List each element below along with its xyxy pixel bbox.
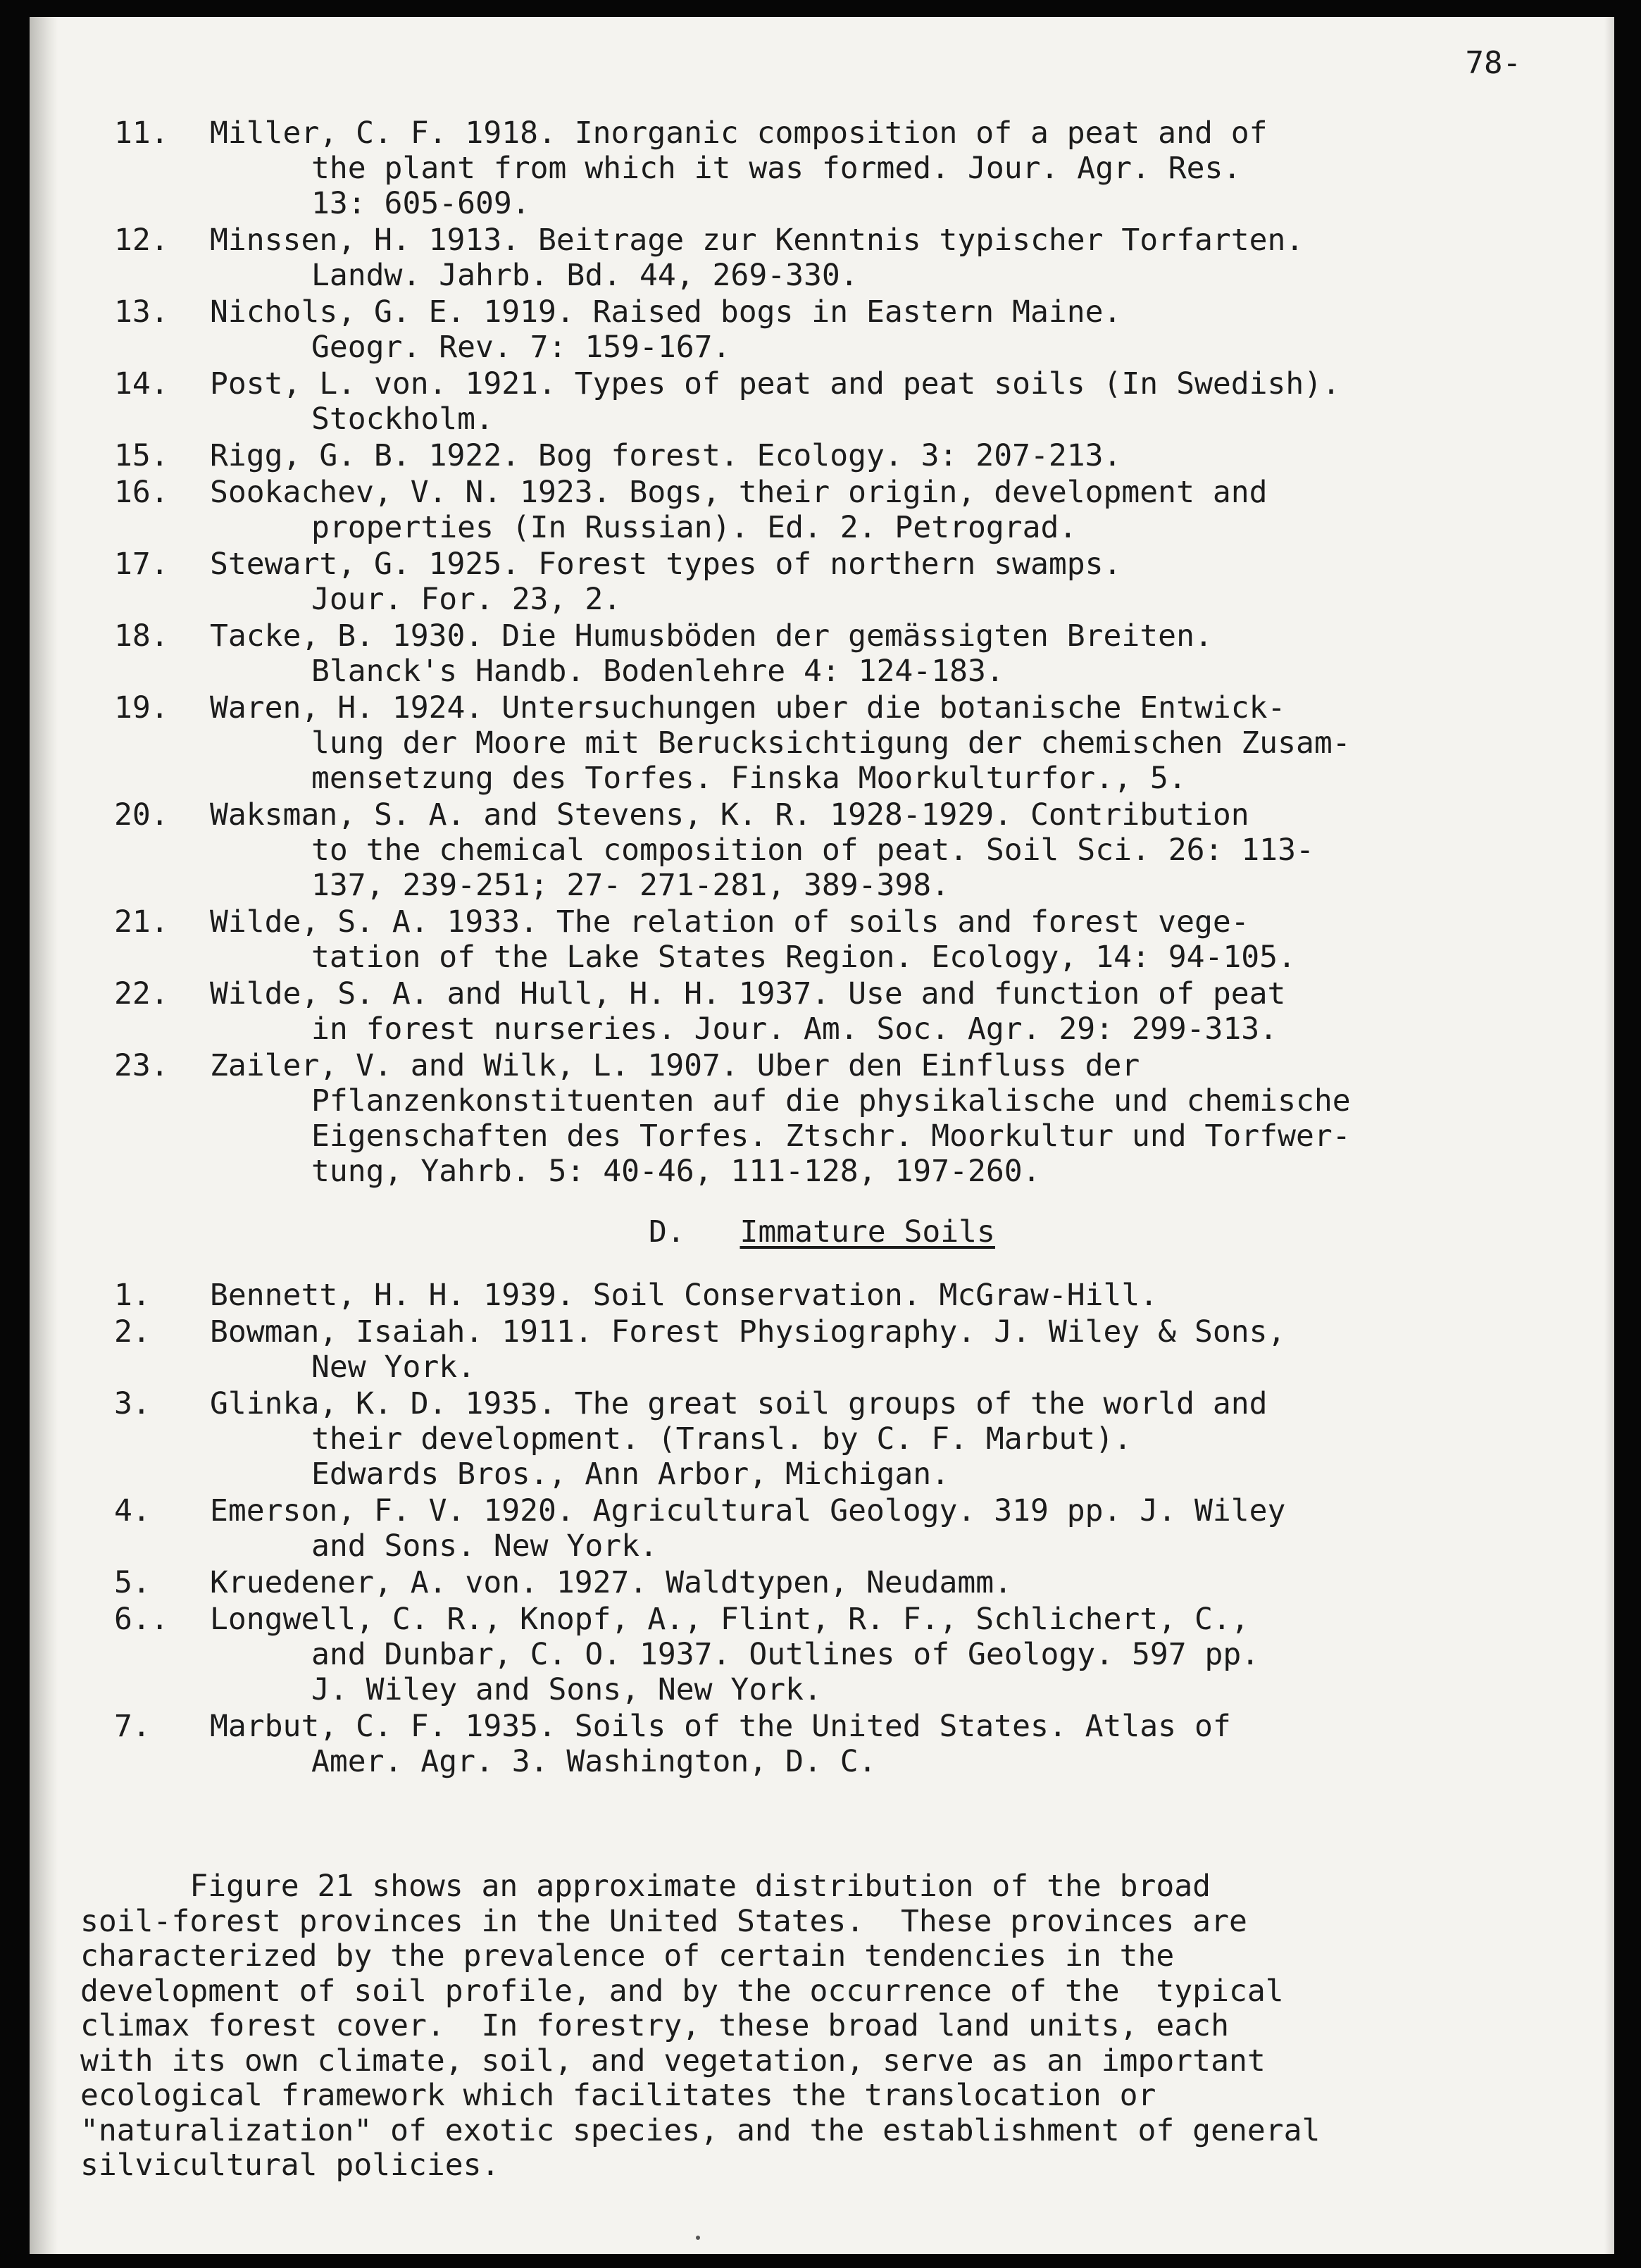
reference-number: 5. (114, 1565, 151, 1600)
reference-line: Wilde, S. A. 1933. The relation of soils and forest vege- (210, 904, 1249, 940)
reference-line: Sookachev, V. N. 1923. Bogs, their origin, development and (210, 475, 1268, 510)
reference-line: Jour. For. 23, 2. (311, 582, 622, 617)
reference-number: 22. (114, 976, 169, 1011)
reference-entry (86, 1314, 1558, 1385)
reference-line: Eigenschaften des Torfes. Ztschr. Moorkultur und Torfwer- (311, 1119, 1351, 1154)
reference-line: and Dunbar, C. O. 1937. Outlines of Geology. 597 pp. (311, 1637, 1260, 1672)
reference-entry (86, 1048, 1558, 1189)
reference-line: Tacke, B. 1930. Die Humusböden der gemässigten Breiten. (210, 618, 1213, 654)
reference-entry (86, 366, 1558, 437)
reference-number: 1. (114, 1278, 151, 1313)
reference-entry (86, 547, 1558, 617)
reference-number: 3. (114, 1386, 151, 1421)
reference-number: 13. (114, 294, 169, 330)
paragraph-line: with its own climate, soil, and vegetation, serve as an important (80, 2043, 1266, 2079)
reference-entry (86, 976, 1558, 1047)
reference-line: Rigg, G. B. 1922. Bog forest. Ecology. 3: 207-213. (210, 438, 1122, 473)
paragraph-line: characterized by the prevalence of certain tendencies in the (80, 1938, 1175, 1974)
reference-entry (86, 1493, 1558, 1564)
body-paragraph (80, 1869, 1566, 2183)
paragraph-line: ecological framework which facilitates the translocation or (80, 2078, 1156, 2113)
paragraph-line: silvicultural policies. (80, 2148, 500, 2183)
reference-number: 12. (114, 223, 169, 258)
reference-list-c (86, 116, 1558, 1190)
paragraph-line: development of soil profile, and by the occurrence of the typical (80, 1973, 1284, 2009)
paragraph-line: "naturalization" of exotic species, and the establishment of general (80, 2112, 1321, 2148)
section-title: Immature Soils (740, 1214, 995, 1250)
reference-number: 7. (114, 1709, 151, 1744)
page-fold-shadow (1604, 17, 1614, 2254)
reference-line: Nichols, G. E. 1919. Raised bogs in Eastern Maine. (210, 294, 1122, 330)
reference-number: 4. (114, 1493, 151, 1528)
reference-line: Pflanzenkonstituenten auf die physikalische und chemische (311, 1083, 1351, 1119)
bound-edge (30, 17, 58, 2254)
reference-line: 137, 239-251; 27- 271-281, 389-398. (311, 868, 950, 903)
reference-line: Emerson, F. V. 1920. Agricultural Geology. 319 pp. J. Wiley (210, 1493, 1286, 1528)
reference-line: Waren, H. 1924. Untersuchungen uber die botanische Entwick- (210, 690, 1286, 725)
reference-entry (86, 475, 1558, 545)
reference-number: 17. (114, 547, 169, 582)
reference-line: Longwell, C. R., Knopf, A., Flint, R. F., Schlichert, C., (210, 1602, 1249, 1637)
reference-line: Amer. Agr. 3. Washington, D. C. (311, 1744, 877, 1779)
reference-number: 2. (114, 1314, 151, 1350)
reference-entry (86, 223, 1558, 293)
reference-number: 23. (114, 1048, 169, 1083)
page-number: 78- (1465, 45, 1521, 81)
reference-line: lung der Moore mit Berucksichtigung der chemischen Zusam- (311, 725, 1351, 761)
reference-line: Marbut, C. F. 1935. Soils of the United States. Atlas of (210, 1709, 1231, 1744)
reference-line: Miller, C. F. 1918. Inorganic composition of a peat and of (210, 116, 1268, 151)
reference-entry (86, 1709, 1558, 1779)
reference-line: Wilde, S. A. and Hull, H. H. 1937. Use and function of peat (210, 976, 1286, 1011)
page-speck (696, 2236, 700, 2240)
reference-line: New York. (311, 1350, 475, 1385)
reference-line: the plant from which it was formed. Jour. Agr. Res. (311, 151, 1242, 186)
section-heading (30, 1214, 1614, 1250)
reference-entry (86, 116, 1558, 221)
section-letter: D. (649, 1214, 685, 1250)
reference-number: 18. (114, 618, 169, 654)
reference-entry (86, 1278, 1558, 1313)
reference-line: mensetzung des Torfes. Finska Moorkulturfor., 5. (311, 761, 1187, 796)
reference-line: Blanck's Handb. Bodenlehre 4: 124-183. (311, 654, 1004, 689)
reference-number: 15. (114, 438, 169, 473)
reference-number: 16. (114, 475, 169, 510)
reference-number: 14. (114, 366, 169, 401)
reference-entry (86, 1602, 1558, 1707)
reference-entry (86, 690, 1558, 796)
reference-line: properties (In Russian). Ed. 2. Petrograd. (311, 510, 1078, 545)
reference-number: 11. (114, 116, 169, 151)
document-page (30, 17, 1614, 2254)
paragraph-line: soil-forest provinces in the United States. These provinces are (80, 1903, 1247, 1939)
reference-entry (86, 1565, 1558, 1600)
reference-number: 19. (114, 690, 169, 725)
reference-entry (86, 438, 1558, 473)
reference-line: Edwards Bros., Ann Arbor, Michigan. (311, 1457, 950, 1492)
reference-line: Bennett, H. H. 1939. Soil Conservation. McGraw-Hill. (210, 1278, 1159, 1313)
paragraph-line: Figure 21 shows an approximate distribution of the broad (80, 1869, 1211, 1904)
reference-line: Geogr. Rev. 7: 159-167. (311, 330, 731, 365)
reference-entry (86, 797, 1558, 903)
reference-line: Stewart, G. 1925. Forest types of northern swamps. (210, 547, 1122, 582)
reference-line: 13: 605-609. (311, 186, 530, 221)
reference-line: Glinka, K. D. 1935. The great soil groups of the world and (210, 1386, 1268, 1421)
reference-number: 21. (114, 904, 169, 940)
reference-line: in forest nurseries. Jour. Am. Soc. Agr. 29: 299-313. (311, 1011, 1278, 1047)
reference-line: tation of the Lake States Region. Ecology, 14: 94-105. (311, 940, 1296, 975)
reference-line: and Sons. New York. (311, 1528, 658, 1564)
reference-list-d (86, 1278, 1558, 1781)
reference-entry (86, 294, 1558, 365)
reference-line: Minssen, H. 1913. Beitrage zur Kenntnis typischer Torfarten. (210, 223, 1304, 258)
reference-line: Kruedener, A. von. 1927. Waldtypen, Neudamm. (210, 1565, 1013, 1600)
reference-line: their development. (Transl. by C. F. Marbut). (311, 1421, 1132, 1457)
reference-line: Zailer, V. and Wilk, L. 1907. Uber den Einfluss der (210, 1048, 1140, 1083)
reference-line: Post, L. von. 1921. Types of peat and peat soils (In Swedish). (210, 366, 1341, 401)
reference-number: 20. (114, 797, 169, 833)
reference-line: tung, Yahrb. 5: 40-46, 111-128, 197-260. (311, 1154, 1041, 1189)
reference-entry (86, 618, 1558, 689)
reference-line: Landw. Jahrb. Bd. 44, 269-330. (311, 258, 859, 293)
reference-line: to the chemical composition of peat. Soil Sci. 26: 113- (311, 833, 1314, 868)
paragraph-line: climax forest cover. In forestry, these broad land units, each (80, 2008, 1229, 2043)
reference-number: 6.. (114, 1602, 169, 1637)
reference-line: Stockholm. (311, 401, 494, 437)
reference-entry (86, 904, 1558, 975)
reference-line: Waksman, S. A. and Stevens, K. R. 1928-1929. Contribution (210, 797, 1249, 833)
reference-entry (86, 1386, 1558, 1492)
reference-line: Bowman, Isaiah. 1911. Forest Physiography. J. Wiley & Sons, (210, 1314, 1286, 1350)
reference-line: J. Wiley and Sons, New York. (311, 1672, 822, 1707)
